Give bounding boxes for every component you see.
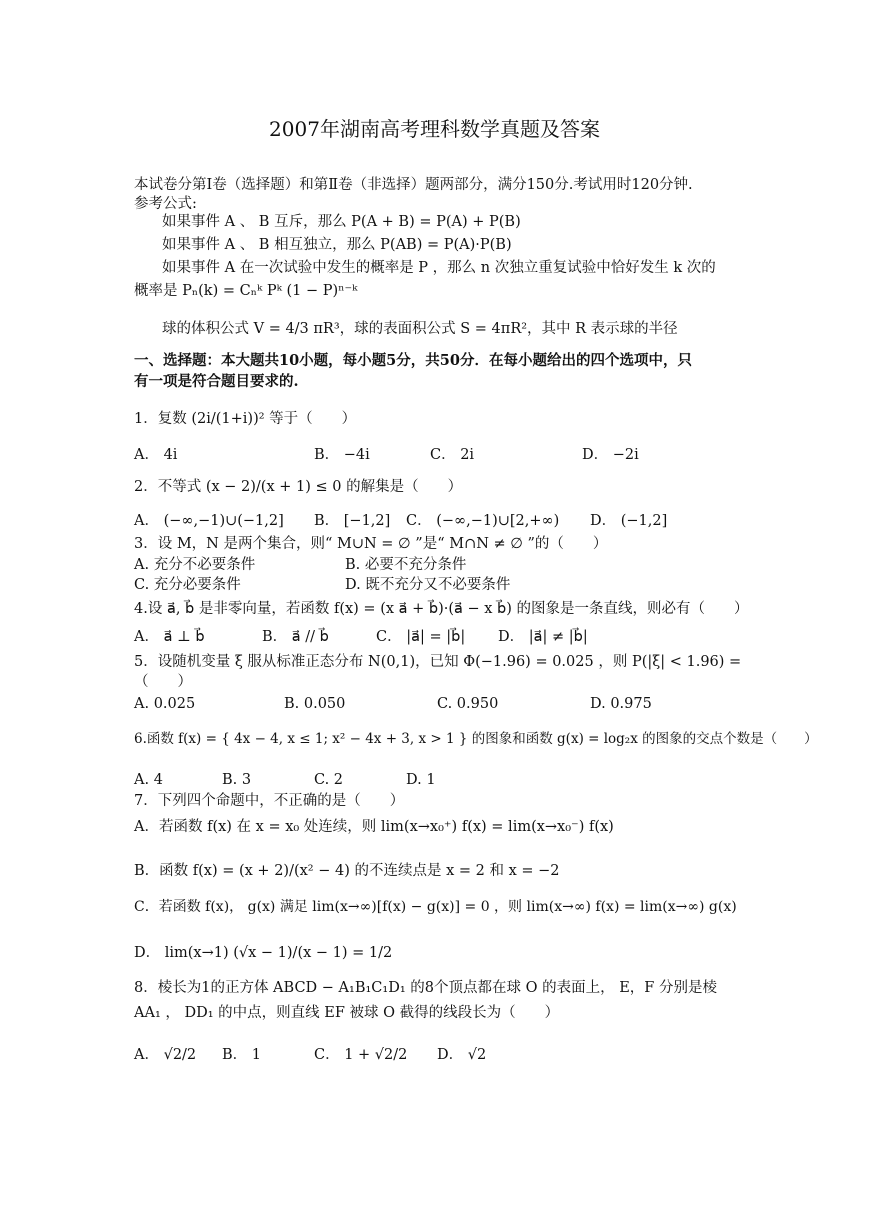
q8-option-d: D． √2 — [437, 1047, 487, 1063]
q5-stem-line-1: 5．设随机变量 ξ 服从标准正态分布 N(0,1)，已知 Φ(−1.96) = 0.025 ，则 P(|ξ| < 1.96) = — [134, 654, 742, 670]
q1-option-a: A． 4i — [134, 447, 178, 463]
q7-option-c: C．若函数 f(x)， g(x) 满足 lim(x→∞)[f(x) − g(x)] = 0 ，则 lim(x→∞) f(x) = lim(x→∞) g(x) — [134, 899, 737, 915]
q8-stem-line-2: AA₁ ， DD₁ 的中点，则直线 EF 被球 O 截得的线段长为（ ） — [134, 1005, 560, 1021]
q5-option-c: C. 0.950 — [437, 696, 499, 712]
q6-stem: 6.函数 f(x) = { 4x − 4, x ≤ 1; x² − 4x + 3, x > 1 } 的图象和函数 g(x) = log₂x 的图象的交点个数是（ ） — [134, 731, 818, 747]
intro-line-2: 参考公式: — [134, 196, 197, 212]
q3-option-d: D. 既不充分又不必要条件 — [345, 577, 511, 593]
formula-sphere: 球的体积公式 V = 4/3 πR³，球的表面积公式 S = 4πR²，其中 R 表示球的半径 — [162, 321, 678, 337]
q4-option-c: C． |a⃗| = |b⃗| — [376, 629, 466, 645]
q4-option-a: A． a⃗ ⊥ b⃗ — [134, 629, 205, 645]
q8-stem-line-1: 8．棱长为1的正方体 ABCD − A₁B₁C₁D₁ 的8个顶点都在球 O 的表面上， E，F 分别是棱 — [134, 980, 717, 996]
q3-option-b: B. 必要不充分条件 — [345, 557, 467, 573]
intro-line-1: 本试卷分第Ⅰ卷（选择题）和第Ⅱ卷（非选择）题两部分，满分150分.考试用时120分钟. — [134, 177, 693, 193]
q6-option-b: B. 3 — [222, 772, 252, 788]
q6-option-a: A. 4 — [134, 772, 163, 788]
page-title: 2007年湖南高考理科数学真题及答案 — [269, 117, 600, 141]
formula-mutually-exclusive: 如果事件 A 、 B 互斥，那么 P(A + B) = P(A) + P(B) — [162, 214, 521, 230]
q5-option-d: D. 0.975 — [590, 696, 652, 712]
q5-option-b: B. 0.050 — [284, 696, 346, 712]
q2-option-c: C． (−∞,−1)∪[2,+∞) — [406, 513, 560, 529]
q8-option-a: A． √2/2 — [134, 1047, 197, 1063]
q2-stem: 2．不等式 (x − 2)/(x + 1) ≤ 0 的解集是（ ） — [134, 479, 463, 495]
q7-stem: 7．下列四个命题中，不正确的是（ ） — [134, 793, 405, 809]
q8-option-c: C． 1 + √2/2 — [314, 1047, 408, 1063]
section-heading-line-1: 一、选择题：本大题共10小题，每小题5分，共50分．在每小题给出的四个选项中，只 — [134, 352, 692, 369]
q5-stem-line-2: （ ） — [134, 674, 192, 690]
q7-option-b: B．函数 f(x) = (x + 2)/(x² − 4) 的不连续点是 x = 2 和 x = −2 — [134, 863, 560, 879]
q1-option-c: C． 2i — [430, 447, 475, 463]
q3-stem: 3．设 M，N 是两个集合，则“ M∪N = ∅ ”是“ M∩N ≠ ∅ ”的（ ） — [134, 536, 608, 552]
q1-stem: 1．复数 (2i/(1+i))² 等于（ ） — [134, 411, 357, 427]
q8-option-b: B． 1 — [222, 1047, 261, 1063]
q1-option-b: B． −4i — [314, 447, 370, 463]
q1-option-d: D． −2i — [582, 447, 639, 463]
q3-option-a: A. 充分不必要条件 — [134, 557, 256, 573]
q7-option-a: A．若函数 f(x) 在 x = x₀ 处连续，则 lim(x→x₀⁺) f(x) = lim(x→x₀⁻) f(x) — [134, 819, 614, 835]
formula-binomial-line-1: 如果事件 A 在一次试验中发生的概率是 P ，那么 n 次独立重复试验中恰好发生 k 次的 — [162, 260, 716, 276]
q4-option-b: B． a⃗ // b⃗ — [262, 629, 329, 645]
q4-option-d: D． |a⃗| ≠ |b⃗| — [498, 629, 588, 645]
q2-option-a: A． (−∞,−1)∪(−1,2] — [134, 513, 284, 529]
q3-option-c: C. 充分必要条件 — [134, 577, 241, 593]
q6-option-c: C. 2 — [314, 772, 344, 788]
section-heading-line-2: 有一项是符合题目要求的. — [134, 373, 299, 390]
formula-binomial-line-2: 概率是 Pₙ(k) = Cₙᵏ Pᵏ (1 − P)ⁿ⁻ᵏ — [134, 283, 358, 299]
q6-option-d: D. 1 — [406, 772, 436, 788]
q7-option-d: D． lim(x→1) (√x − 1)/(x − 1) = 1/2 — [134, 945, 393, 961]
formula-independent: 如果事件 A 、 B 相互独立，那么 P(AB) = P(A)·P(B) — [162, 237, 512, 253]
q4-stem: 4.设 a⃗, b⃗ 是非零向量，若函数 f(x) = (x a⃗ + b⃗)·(a⃗ − x b⃗) 的图象是一条直线，则必有（ ） — [134, 601, 749, 617]
q2-option-b: B． [−1,2] — [314, 513, 391, 529]
q2-option-d: D． (−1,2] — [590, 513, 668, 529]
q5-option-a: A. 0.025 — [134, 696, 196, 712]
